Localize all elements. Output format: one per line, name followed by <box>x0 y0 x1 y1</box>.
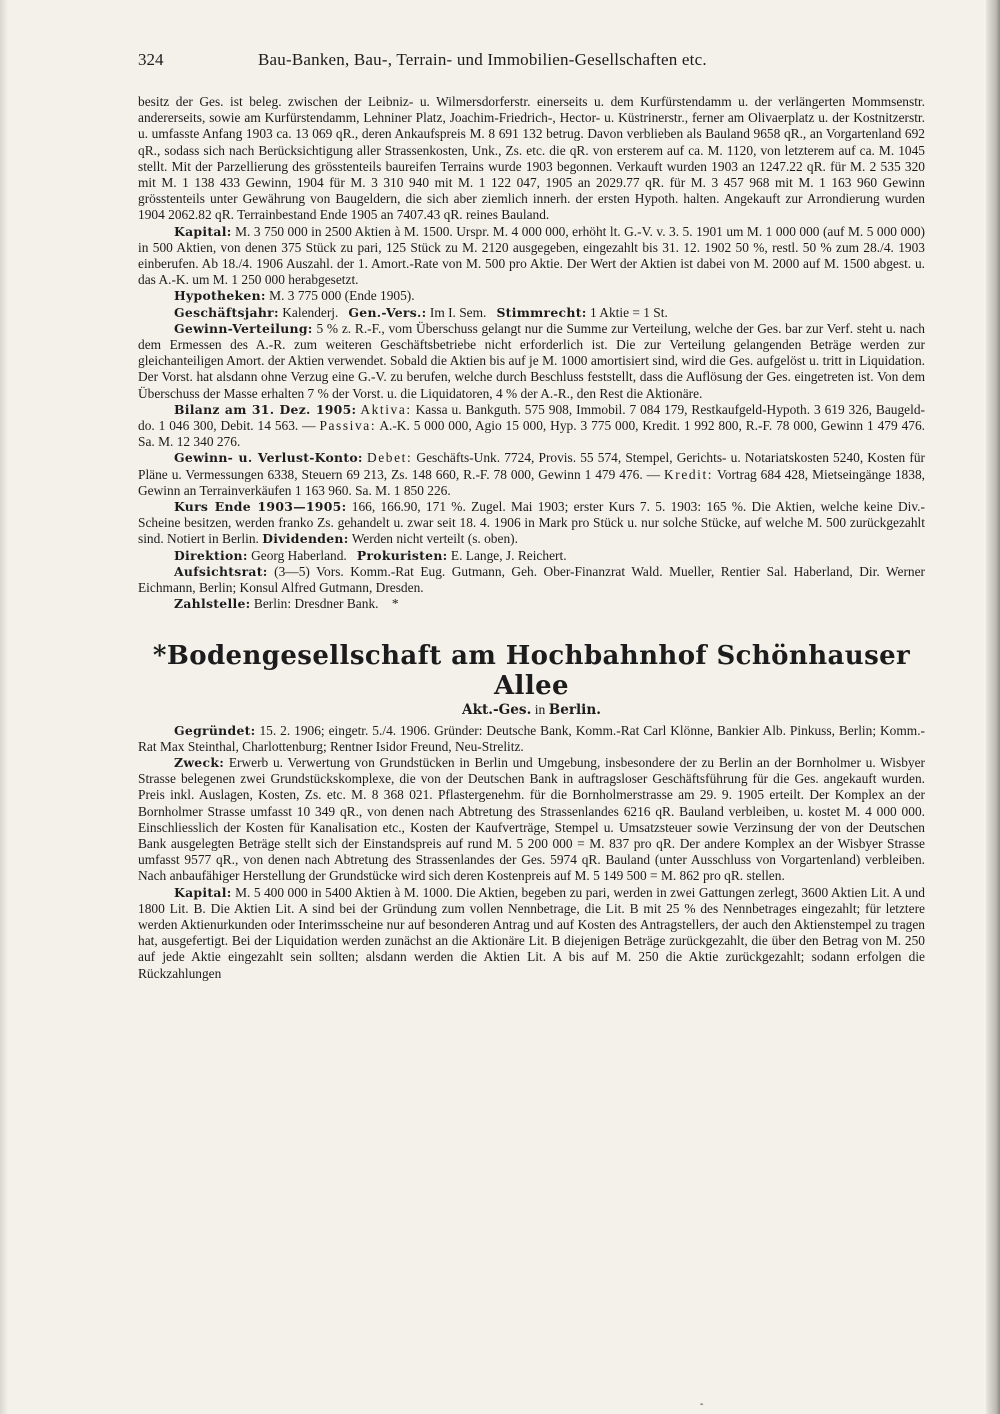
bilanz-label: Bilanz am 31. Dez. 1905: <box>174 401 357 417</box>
zweck-text: Erwerb u. Verwertung von Grundstücken in Berlin und Umgebung, insbesondere der zu Berlin an der Bornholmer u. Wisbyer Strasse belegenen zwei Grundstückskomplexe, die von der Deutschen Bank in auftragsloser Geschäftsführung für die Ges. angekauft wurden. Preis inkl. Auslagen, Kosten, Zs. etc. M. 8 368 021. Pflastergenehm. für die Bornholmerstrasse am 29. 9. 1905 erteilt. Der Komplex an der Bornholmer Strasse umfasst 10 349 qR., von denen nach Abtretung des Strassenlandes 6216 qR. Bauland verbleiben, u. kostet M. 4 000 000. Einschliesslich der Kosten für Kanalisation etc., Kosten der Kaufverträge, Stempel u. Umsatzsteuer sowie Verzinsung der von der Deutschen Bank ausgelegten Beträge stellt sich der Einstandspreis auf rund M. 5 200 000 = M. 837 pro qR. Der andere Komplex an der Wisbyer Strasse umfasst 9577 qR., von denen nach Abtretung des Strassenlandes der Ges. 5974 qR. Bauland (unter Ausschluss von Vorgartenland) verbleiben. Nach anbaufähiger Herstellung der Grundstücke wird sich deren Kostenpreis auf M. 5 149 500 = M. 862 pro qR. stellen. <box>138 754 925 884</box>
section1-kurs <box>138 499 925 548</box>
stimm-label: Stimmrecht: <box>496 304 587 320</box>
kapital2-label: Kapital: <box>174 884 232 900</box>
kapital-text: M. 3 750 000 in 2500 Aktien à M. 1500. Urspr. M. 4 000 000, erhöht lt. G.-V. v. 3. 5. 1901 um M. 1 000 000 (auf M. 5 000 000) in 500 Aktien, von denen 375 Stück zu pari, 125 Stück zu M. 2120 ausgegeben, eingezahlt bis 31. 12. 1902 50 %, restl. 50 % zum 28./4. 1903 einberufen. Ab 18./4. 1906 Auszahl. der 1. Amort.-Rate von M. 500 pro Aktie. Der Wert der Aktien ist dabei von M. 2000 auf M. 1500 abgest. u. das A.-K. um M. 1 250 000 herabgesetzt. <box>138 223 925 288</box>
gj-label: Geschäftsjahr: <box>174 304 279 320</box>
company-form: Akt.-Ges. <box>462 701 532 718</box>
kapital2-text: M. 5 400 000 in 5400 Aktien à M. 1000. Die Aktien, begeben zu pari, werden in zwei Gattungen zerlegt, 3600 Aktien Lit. A und 1800 Lit. B. Die Aktien Lit. A sind bei der Gründung zum vollen Nennbetrage, die Lit. B mit 25 % des Nennbetrages eingezahlt; für letztere werden Aktienurkunden oder Interimsscheine nur auf besonderen Antrag und auf Kosten des Antragstellers, der auch den Aktienstempel zu tragen hat, ausgefertigt. Bei der Liquidation werden zunächst an die Aktionäre Lit. B diejenigen Beträge zurückgezahlt, die über den Betrag von M. 250 auf jede Aktie eingezahlt sein sollten; alsdann werden die Aktien Lit. A bis auf M. 250 die Aktie zurückgezahlt; sodann erfolgen die Rückzahlungen <box>138 884 925 981</box>
debet-text: Geschäfts-Unk. 7724, Provis. 55 574, Stempel, Gerichts- u. Notariatskosten 5240, Kosten für Pläne u. Vermessungen 6338, Steuern 69 213, Zs. 148 660, R.-F. 78 000, Gewinn 1 479 476. — <box>138 450 925 482</box>
section1-zahlstelle <box>138 596 925 612</box>
section1-aufsichtsrat <box>138 564 925 596</box>
hypotheken-text: M. 3 775 000 (Ende 1905). <box>269 288 415 304</box>
aktiva-text: Kassa u. Bankguth. 575 908, Immobil. 7 084 179, Restkaufgeld-Hypoth. 3 619 326, Baugeld- do. 1 046 300, Debit. 14 563. — <box>138 401 925 434</box>
gv-text: Im I. Sem. <box>429 304 487 320</box>
aktiva-word: Aktiva: <box>360 401 412 417</box>
section1-kapital <box>138 224 925 289</box>
gewinnvert-label: Gewinn-Verteilung: <box>174 320 313 336</box>
section2-gegruendet <box>138 723 925 755</box>
zahlstelle-text: Berlin: Dresdner Bank. <box>253 596 379 612</box>
page-edge-shadow <box>986 0 1000 1414</box>
running-header <box>138 50 920 74</box>
running-title: Bau-Banken, Bau-, Terrain- und Immobilien-Gesellschaften etc. <box>258 50 707 69</box>
company-title: *Bodengesellschaft am Hochbahnhof Schönhauser Allee <box>152 640 911 701</box>
dividenden-text: Werden nicht verteilt (s. oben). <box>351 531 518 547</box>
gj-text: Kalenderj. <box>282 304 339 320</box>
prokuristen-label: Prokuristen: <box>356 547 448 563</box>
company-subtitle <box>138 701 925 719</box>
gv-label: Gen.-Vers.: <box>348 304 427 320</box>
debet-word: Debet: <box>366 450 413 466</box>
section1-geschaeftsjahr <box>138 305 925 321</box>
text-column <box>138 94 925 982</box>
dividenden-label: Dividenden: <box>262 531 349 547</box>
gewinnvert-text: 5 % z. R.-F., vom Überschuss gelangt nur die Summe zur Verteilung, welche der Ges. bar zur Verf. steht u. nach dem Ermessen des A.-R. zum weiteren Geschäftsbetriebe nicht erforderlich ist. Die zur Verteilung gelangenden Beträge werden zur gleichanteiligen Amort. der Aktien verwendet. Sobald die Aktien bis auf je M. 1000 amortisiert sind, wird die Ges. aufgelöst u. tritt in Liquidation. Der Vorst. hat alsdann ohne Verzug eine G.-V. zu berufen, welche durch Beschluss feststellt, dass die Auflösung der Ges. eingetreten ist. Von dem Überschuss der Masse erhalten 7 % der Vorst. u. die Liquidatoren, 4 % der A.-R., den Rest die Aktionäre. <box>138 320 925 401</box>
zweck-label: Zweck: <box>174 754 225 770</box>
page-number: 324 <box>138 50 164 69</box>
section1-gewinnverteilung <box>138 321 925 402</box>
section2-kapital <box>138 885 925 982</box>
gegruendet-text: 15. 2. 1906; eingetr. 5./4. 1906. Gründer: Deutsche Bank, Komm.-Rat Carl Klönne, Bankier Alb. Pinkuss, Berlin; Komm.-Rat Max Steinthal, Charlottenburg; Rentner Isidor Freund, Neu-Strelitz. <box>138 722 926 754</box>
section1-intro: besitz der Ges. ist beleg. zwischen der Leibniz- u. Wilmersdorferstr. einerseits u. dem Kurfürstendamm u. der verlängerten Mommsenstr. andererseits, sowie am Kurfürstendamm, Lehniner Platz, Joachim-Friedrich-, Hector- u. Küstrinerstr., ferner am Olivaerplatz u. der Kostnitzerstr. u. umfasste Anfang 1903 ca. 13 069 qR., deren Ankaufspreis M. 8 691 132 betrug. Davon verblieben als Bauland 9658 qR., an Vorgartenland 692 qR., sodass sich nach Berücksichtigung aller Strassenkosten, Unk., Zs. etc. die qR. von ersterem auf ca. M. 1120, von letzterem auf ca. M. 1045 stellt. Mit der Parzellierung des grösstenteils baureifen Terrains wurde 1903 begonnen. Verkauft wurden 1903 an 1247.22 qR. für M. 2 535 320 mit M. 1 138 433 Gewinn, 1904 für M. 3 310 940 mit M. 1 122 047, 1905 an 2029.77 qR. für M. 3 457 968 mit M. 1 163 960 Gewinn grösstenteils unter Gewährung von Baugeldern, die sich aber ziemlich innerh. der ersten Hypoth. halten. Angekauft zur Arrondierung wurden 1904 2062.82 qR. Terrainbestand Ende 1905 an 7407.43 qR. reines Bauland. <box>138 94 925 223</box>
passiva-text: A.-K. 5 000 000, Agio 15 000, Hyp. 3 775 000, Kredit. 1 992 800, R.-F. 78 000, Gewinn 1 479 476. Sa. M. 12 340 276. <box>138 418 926 450</box>
section1-direktion <box>138 548 925 564</box>
direktion-label: Direktion: <box>174 547 248 563</box>
direktion-text: Georg Haberland. <box>251 547 347 563</box>
zahlstelle-label: Zahlstelle: <box>174 596 251 612</box>
end-asterisk: * <box>391 596 399 612</box>
kurs-text: 166, 166.90, 171 %. Zugel. Mai 1903; erster Kurs 7. 5. 1903: 165 %. Die Aktien, welche keine Div.-Scheine besitzen, werden franko Zs. gehandelt u. zwar seit 18. 4. 1906 in Mark pro Stück u. nur solche Stücke, auf welche M. 500 zurückgezahlt sind. Notiert in Berlin. <box>138 499 925 547</box>
aufsichtsrat-text: (3—5) Vors. Komm.-Rat Eug. Gutmann, Geh. Ober-Finanzrat Wald. Mueller, Rentier Sal. Haberland, Dir. Werner Eichmann, Berlin; Konsul Alfred Gutmann, Dresden. <box>138 563 925 596</box>
section1-guv <box>138 450 925 499</box>
kredit-text: Vortrag 684 428, Mietseingänge 1838, Gewinn an Terrainverkäufen 1 163 960. Sa. M. 1 850 226. <box>138 466 925 498</box>
kredit-word: Kredit: <box>663 466 714 482</box>
aufsichtsrat-label: Aufsichtsrat: <box>174 563 268 579</box>
page-gutter-shadow <box>0 0 8 1414</box>
stimm-text: 1 Aktie = 1 St. <box>589 304 668 320</box>
kapital-label: Kapital: <box>174 223 232 239</box>
passiva-word: Passiva: <box>319 418 377 434</box>
hypotheken-label: Hypotheken: <box>174 288 266 304</box>
company-in: in <box>534 701 546 717</box>
section1-hypotheken <box>138 288 925 304</box>
prokuristen-text: E. Lange, J. Reichert. <box>450 547 567 563</box>
gegruendet-label: Gegründet: <box>174 722 256 738</box>
company-city: Berlin. <box>548 701 601 718</box>
section1-bilanz <box>138 402 925 451</box>
kurs-label: Kurs Ende 1903—1905: <box>174 499 347 515</box>
guv-label: Gewinn- u. Verlust-Konto: <box>174 450 363 466</box>
section2-zweck <box>138 755 925 885</box>
footer-mark: - <box>700 1399 704 1410</box>
